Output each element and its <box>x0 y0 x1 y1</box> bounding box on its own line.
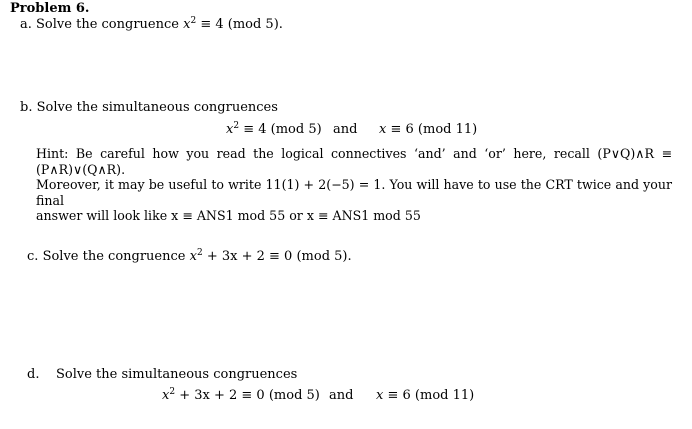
part-a-eq-rhs: ≡ 4 <box>200 17 224 32</box>
part-d-eq2-var: x <box>376 388 384 403</box>
part-b-label: b. <box>20 100 33 115</box>
part-c-label: c. <box>27 249 39 264</box>
part-a-label: a. <box>20 17 32 32</box>
part-b-eq2-mod: (mod 11) <box>417 122 478 137</box>
part-b-eq1 <box>226 122 322 137</box>
part-b-eq1-var: x <box>226 122 234 137</box>
hint-line-2: Moreover, it may be useful to write 11(1) + 2(−5) = 1. You will have to use the CRT twice and your final <box>36 177 672 208</box>
part-d-label: d. <box>27 367 40 382</box>
part-c-eq-var: x <box>189 249 197 264</box>
part-b-eq2-rhs: ≡ 6 <box>390 122 414 137</box>
part-d-text: Solve the simultaneous congruences <box>56 367 298 382</box>
hint-line-1: Hint: Be careful how you read the logical connectives ‘and’ and ‘or’ here, recall (P∨Q)∧R ≡ (P∧R)∨(Q∧R). <box>36 146 672 177</box>
problem-title: Problem 6. <box>10 1 90 16</box>
part-d-eq1 <box>162 388 320 403</box>
part-d-eq2 <box>376 388 474 403</box>
hint-line-3: answer will look like x ≡ ANS1 mod 55 or x ≡ ANS1 mod 55 <box>36 208 421 223</box>
part-a-text: Solve the congruence <box>36 17 179 32</box>
part-a-eq-exp: 2 <box>190 16 197 26</box>
part-a-eq-var: x <box>183 17 191 32</box>
part-b-eq1-rhs: ≡ 4 <box>243 122 267 137</box>
part-d-eq2-rhs: ≡ 6 <box>387 388 411 403</box>
part-d-eq1-var: x <box>162 388 170 403</box>
part-d-eq1-exp: 2 <box>169 387 176 397</box>
part-b-and: and <box>333 122 358 137</box>
part-b-hint <box>36 146 672 224</box>
part-b-eq1-exp: 2 <box>233 121 240 131</box>
part-c-eq-mod: (mod 5). <box>296 249 352 264</box>
part-c-eq-rest: + 3x + 2 ≡ 0 <box>206 249 293 264</box>
part-d-eq1-mod: (mod 5) <box>268 388 320 403</box>
part-b-eq2-var: x <box>379 122 387 137</box>
part-c-eq-exp: 2 <box>196 248 203 258</box>
part-b-text: Solve the simultaneous congruences <box>36 100 278 115</box>
part-b-eq1-mod: (mod 5) <box>270 122 322 137</box>
part-b-eq2 <box>379 122 477 137</box>
part-a-eq-mod: (mod 5). <box>227 17 283 32</box>
part-c-text: Solve the congruence <box>42 249 186 264</box>
part-a <box>20 17 283 32</box>
part-d-eq2-mod: (mod 11) <box>414 388 475 403</box>
part-d-eq1-rest: + 3x + 2 ≡ 0 <box>179 388 265 403</box>
part-c <box>27 249 352 264</box>
part-d-and: and <box>329 388 354 403</box>
part-b <box>20 100 278 115</box>
